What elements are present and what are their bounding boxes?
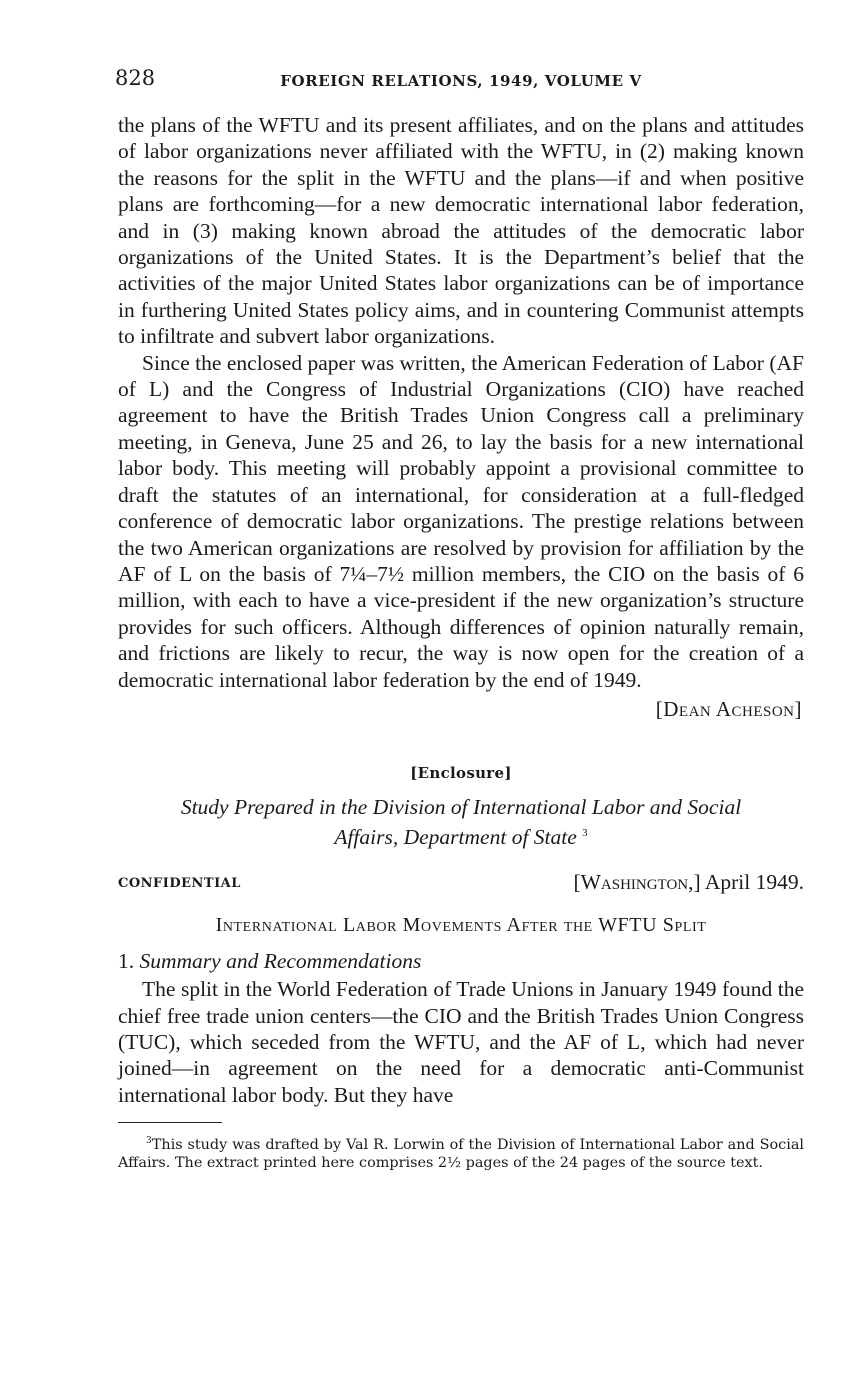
dateline bbox=[118, 870, 804, 898]
date: April 1949. bbox=[704, 870, 804, 895]
footnote-marker: 3 bbox=[146, 1136, 152, 1147]
study-title-line-2: Affairs, Department of State bbox=[334, 825, 577, 850]
letter-paragraph-1: the plans of the WFTU and its present affiliates, and on the plans and attitudes of labor organizations never affiliated with the WFTU, in (2) making known the reasons for the split in the WFTU and the plans—if and when positive plans are forthcoming—for a new democratic international labor federation, and in (3) making known abroad the attitudes of the democratic labor organizations of the United States. It is the Department’s belief that the activities of the major United States labor organizations can be of importance in furthering United States policy aims, and in countering Communist attempts to infiltrate and subvert labor organizations. bbox=[118, 113, 804, 349]
footnote-reference: 3 bbox=[582, 826, 588, 839]
study-body bbox=[118, 976, 804, 1108]
page-number: 828 bbox=[115, 66, 156, 90]
document-page bbox=[115, 66, 804, 1172]
letter-paragraph-2: Since the enclosed paper was written, the American Federation of Labor (AF of L) and the Congress of Industrial Organizations (CIO) have reached agreement to have the British Trades Union Congress call a preliminary meeting, in Geneva, June 25 and 26, to lay the basis for a new international labor body. This meeting will probably appoint a provisional committee to draft the statutes of an international, for consideration at a full-fledged conference of democratic labor organizations. The prestige relations between the two American organizations are resolved by provision for affiliation by the AF of L on the basis of 7¼–7½ million members, the CIO on the basis of 6 million, with each to have a vice-president if the new organization’s structure provides for such officers. Although differences of opinion naturally remain, and frictions are likely to recur, the way is now open for the creation of a democratic international labor federation by the end of 1949. bbox=[118, 350, 804, 692]
study-paragraph-1: The split in the World Federation of Trade Unions in January 1949 found the chief free trade union centers—the CIO and the British Trades Union Congress (TUC), which seceded from the WFTU, and the AF of L, which had never joined—in agreement on the need for a democratic anti-Communist international labor body. But they have bbox=[118, 977, 804, 1107]
subsection-number: 1. bbox=[118, 949, 135, 974]
running-head: FOREIGN RELATIONS, 1949, VOLUME V bbox=[280, 72, 642, 90]
page-header bbox=[115, 66, 804, 96]
footnote-text: This study was drafted by Val R. Lorwin of the Division of International Labor and Social Affairs. The extract printed here comprises 2½ pages of the 24 pages of the source text. bbox=[118, 1136, 804, 1171]
place-date bbox=[573, 870, 804, 895]
section-title: International Labor Movements After the WFTU Split bbox=[215, 914, 707, 937]
subsection-heading bbox=[118, 949, 804, 974]
footnote-rule bbox=[118, 1122, 222, 1123]
signature: [Dean Acheson] bbox=[655, 696, 802, 721]
letter-body bbox=[118, 112, 804, 693]
study-title-line-1: Study Prepared in the Division of International Labor and Social bbox=[180, 794, 742, 819]
enclosure-label: [Enclosure] bbox=[410, 763, 512, 782]
subsection-title: Summary and Recommendations bbox=[139, 949, 422, 974]
classification-label: CONFIDENTIAL bbox=[118, 876, 241, 892]
study-title bbox=[118, 794, 804, 850]
place: [Washington,] bbox=[573, 870, 701, 895]
footnote bbox=[118, 1133, 804, 1172]
